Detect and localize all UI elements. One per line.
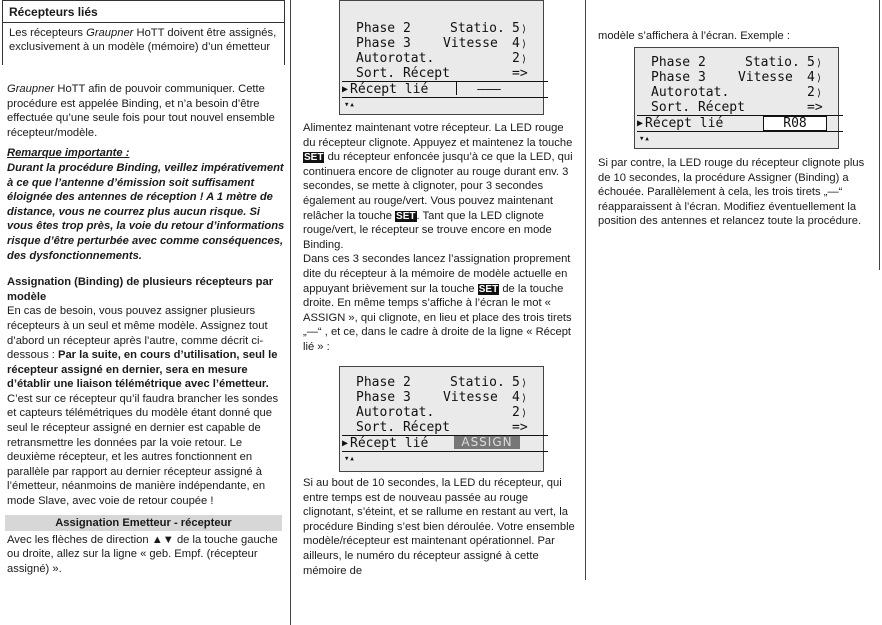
screen-row: Phase 3 Vitesse 4 ⟩ [356, 390, 528, 405]
multi-receivers-text [0, 304, 285, 508]
selection-marker-icon: ▶ [637, 118, 644, 129]
column-divider-3 [879, 0, 880, 270]
brand-name: Graupner [86, 27, 134, 39]
middle-p1: Alimentez maintenant votre récepteur. La LED rouge du récepteur clignote. Appuyez et maintenez la touche SET du récepteur enfoncée jusqu’à ce que la LED, qui continuera encore de clignoter au rouge durant env. 3 secondes, se mette à clignoter, pour 3 secondes également au rouge/vert. Vous pouvez maintenant relâcher la touche SET. Tant que la LED clignote rouge/vert, le récepteur se trouve encore en mode Binding. [303, 122, 573, 251]
scroll-arrows-icon: ▾▴ [639, 134, 650, 144]
selection-marker-icon: ▶ [342, 438, 349, 449]
scroll-arrows-icon: ▾▴ [344, 454, 355, 464]
middle-p3: Si au bout de 10 secondes, la LED du récepteur, qui entre temps est de nouveau passée au rouge clignotant, s’éteint, et se rallume en restant au vert, la procédure Binding s’est bien déroulée. Votre ensemble modèle/récepteur est maintenant opérationnel. Par ailleurs, le numéro du récepteur assigné à cette mémoire de [303, 477, 575, 577]
right-p2: Si par contre, la LED rouge du récepteur clignote plus de 10 secondes, la procédure Assigner (Binding) a échouée. Parallèlement à cela, les trois tirets „—“ réapparaissent à l’écran. Modifiez éventuellement la position des antennes et relancez toute la procédure. [598, 157, 865, 228]
column-left [0, 0, 285, 576]
receiver-value-box-r08: R08 [763, 116, 827, 131]
scroll-arrows-icon: ▾▴ [344, 100, 355, 110]
linked-receivers-box [2, 0, 285, 65]
screen-row: Autorotat. 2 ⟩ [651, 85, 823, 100]
screen-row-selected: ▶ Récept lié ASSIGN [342, 435, 548, 452]
set-key-badge: SET [396, 210, 416, 222]
screen-row: Sort. Récept => [651, 100, 823, 115]
screen-row: Sort. Récept => [356, 420, 528, 435]
middle-p2: Dans ces 3 secondes lancez l’assignation proprement dite du récepteur à la mémoire de modèle actuelle en appuyant brièvement sur la touche SET de la touche droite. En même temps s’affiche à l’écran le mot « ASSIGN », qui clignote, en lieu et place des trois tirets „—“ , et ce, dans le cadre à droite de la ligne « Récept lié » : [303, 253, 572, 353]
selection-marker-icon: ▶ [342, 84, 349, 95]
display-screen-r08 [634, 47, 839, 149]
receiver-value-box: ––– [456, 82, 521, 95]
screen-row: Autorotat. 2 ⟩ [356, 51, 528, 66]
screen-row: Autorotat. 2 ⟩ [356, 405, 528, 420]
screen-row: Sort. Récept => [356, 66, 528, 81]
section-binding-text: Avec les flèches de direction ▲▼ de la touche gauche ou droite, allez sur la ligne « geb. Empf. (récepteur assigné) ». [7, 533, 278, 575]
display-screen-dashes [339, 0, 544, 115]
linked-receivers-text: Les récepteurs Graupner HoTT doivent être assignés, exclusivement à un modèle (mémoire) d’un émetteur [9, 27, 277, 53]
receiver-value-box-assign: ASSIGN [454, 436, 520, 449]
screen-row: Phase 2 Statio. 5 ⟩ [651, 55, 823, 70]
remark-title: Remarque importante : [7, 147, 130, 160]
set-key-badge: SET [304, 152, 324, 164]
linked-receivers-title: Récepteurs liés [3, 5, 284, 23]
display-screen-assign [339, 366, 544, 472]
multi-receivers-p2: C’est sur ce récepteur qu’il faudra brancher les sondes et capteurs télémétriques du modèle étant donné que seul le récepteur assigné en dernier est capable de retransmettre les données par la voie retour. Le deuxième récepteur, et les autres fonctionnent en parallèle par rapport au dernier récepteur assigné à l’émetteur, néanmoins de manière indépendante, en mode Slave, avec voie de retour coupée ! [7, 392, 279, 508]
screen-row: Phase 2 Statio. 5 ⟩ [356, 375, 528, 390]
screen-row: Phase 3 Vitesse 4 ⟩ [651, 70, 823, 85]
column-divider-2 [585, 0, 586, 580]
remark-text: Durant la procédure Binding, veillez impérativement à ce que l’antenne d’émission soit suffisament éloignée des antennes de réception ! A 1 mètre de distance, vous ne courrez plus aucun risque. Si vous êtes trop près, la voie du retour d’informations risque d’être perturbée avec comme conséquences, des dysfonctionnements. [7, 161, 285, 262]
intro-paragraph [0, 82, 285, 140]
section-bar-binding: Assignation Emetteur - récepteur [5, 515, 282, 531]
set-key-badge: SET [478, 283, 499, 295]
intro-text: HoTT afin de pouvoir communiquer. Cette procédure est appelée Binding, et n’a besoin d’être effectuée qu’une seule fois pour tout nouvel ensemble récepteur/modèle. [7, 83, 275, 139]
multi-receivers-p1: En cas de besoin, vous pouvez assigner plusieurs récepteurs à un seul et même modèle. Assignez tout d’abord un récepteur après l’autre, comme décrit ci-dessous : [7, 305, 268, 362]
screen-row-selected: ▶ Récept lié R08 [637, 115, 843, 132]
screen-row: Phase 3 Vitesse 4 ⟩ [356, 36, 528, 51]
screen-row-selected: ▶ Récept lié ––– [342, 81, 548, 98]
middle-text-1 [303, 121, 579, 355]
intro-brand: Graupner [7, 83, 55, 95]
column-divider-1 [290, 0, 291, 625]
right-p1: modèle s’affichera à l’écran. Exemple : [598, 30, 790, 42]
screen-row: Phase 2 Statio. 5 ⟩ [356, 21, 528, 36]
multi-receivers-title: Assignation (Binding) de plusieurs récepteurs par modèle [7, 276, 274, 303]
multi-receivers-bold: Par la suite, en cours d’utilisation, seul le récepteur assigné en dernier, sera en mesure d’établir une liaison télémétrique avec l’émetteur. [7, 349, 278, 391]
